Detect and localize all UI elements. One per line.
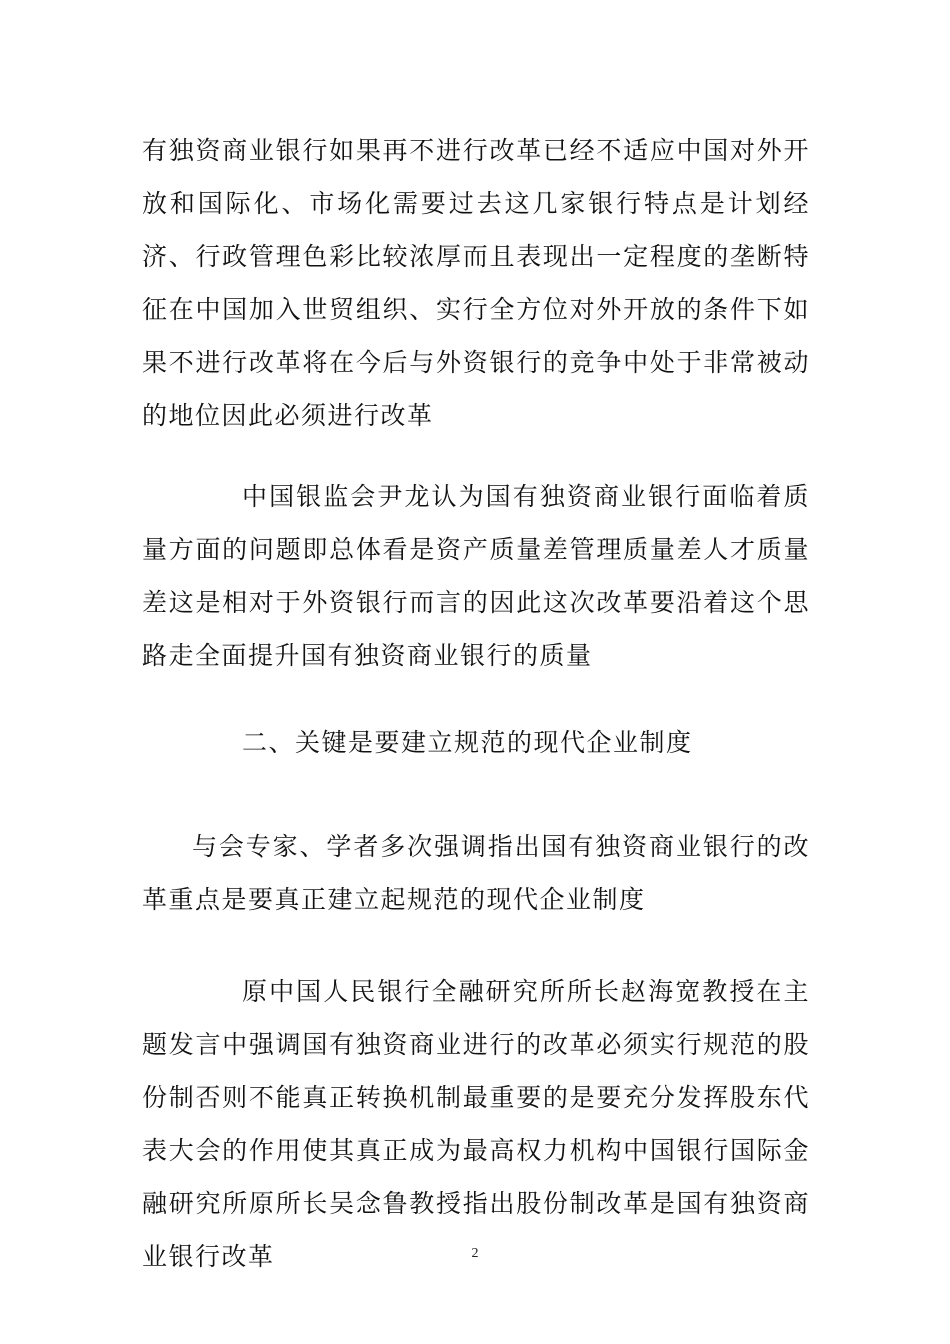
paragraph-zhao-haikuan: 原中国人民银行全融研究所所长赵海宽教授在主题发言中强调国有独资商业进行的改革必须实行规范的股份制否则不能真正转换机制最重要的是要充分发挥股东代表大会的作用使其真正成为最高权力机构中国银行国际金融研究所原所长吴念鲁教授指出股份制改革是国有独资商业银行改革 <box>142 977 810 1271</box>
paragraph-continuation: 有独资商业银行如果再不进行改革已经不适应中国对外开放和国际化、市场化需要过去这几家银行特点是计划经济、行政管理色彩比较浓厚而且表现出一定程度的垄断特征在中国加入世贸组织、实行全方位对外开放的条件下如果不进行改革将在今后与外资银行的竞争中处于非常被动的地位因此必须进行改革 <box>142 136 810 430</box>
page-number: 2 <box>471 1246 479 1261</box>
paragraph-experts: 与会专家、学者多次强调指出国有独资商业银行的改革重点是要真正建立起规范的现代企业制度 <box>142 832 810 914</box>
section-heading: 二、关键是要建立规范的现代企业制度 <box>242 728 693 757</box>
paragraph-yin-long: 中国银监会尹龙认为国有独资商业银行面临着质量方面的问题即总体看是资产质量差管理质量差人才质量差这是相对于外资银行而言的因此这次改革要沿着这个思路走全面提升国有独资商业银行的质量 <box>142 482 810 670</box>
